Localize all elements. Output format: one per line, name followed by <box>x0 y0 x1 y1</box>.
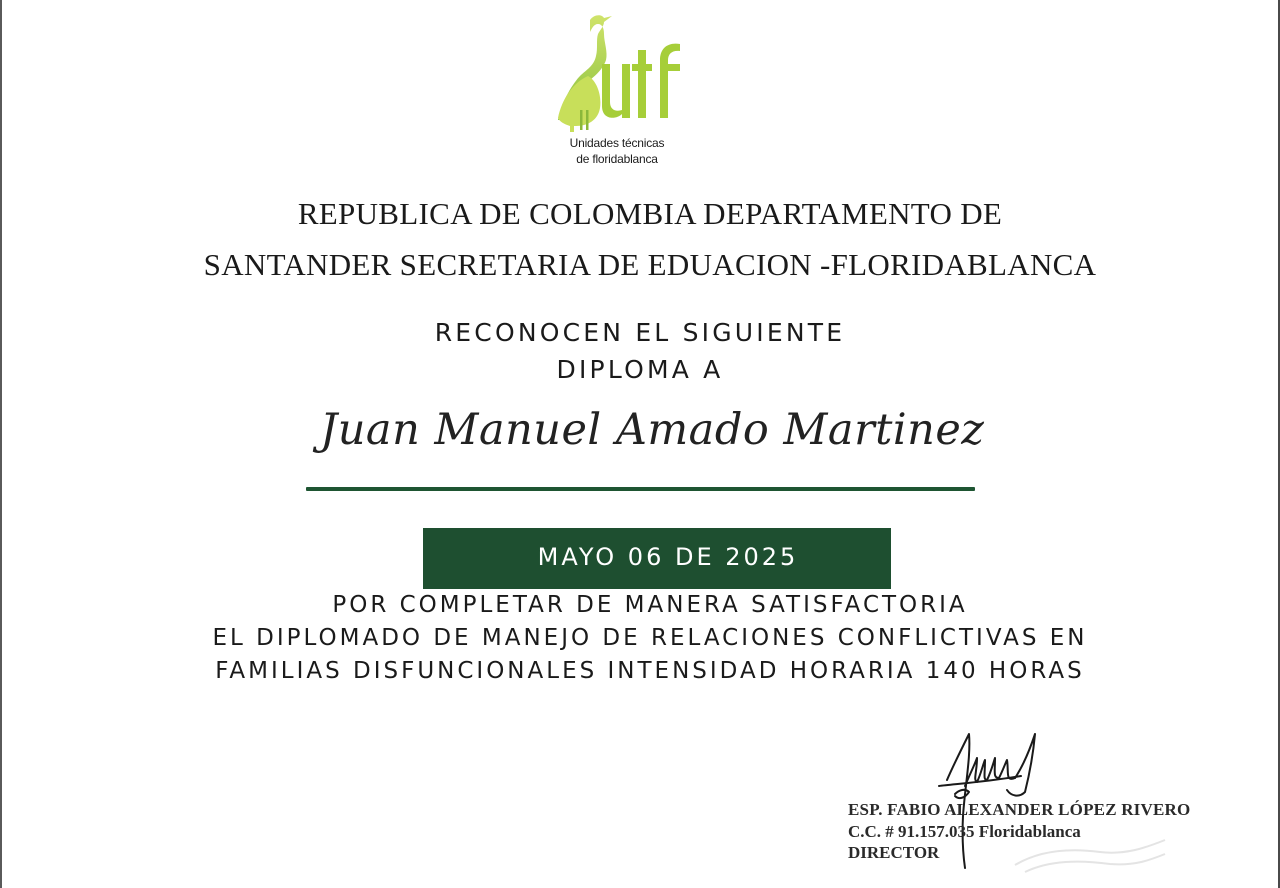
utf-logo <box>552 10 692 175</box>
reason-line-1: POR COMPLETAR DE MANERA SATISFACTORIA <box>332 592 968 618</box>
director-signature <box>925 716 1065 876</box>
recognition-line-2: DIPLOMA A <box>556 355 724 384</box>
authority-line-2: SANTANDER SECRETARIA DE EDUACION -FLORIDABLANCA <box>203 247 1097 282</box>
left-border <box>0 0 2 888</box>
logo-caption-line2: de floridablanca <box>576 152 658 166</box>
signatory-role: DIRECTOR <box>848 843 940 862</box>
reason-line-3: FAMILIAS DISFUNCIONALES INTENSIDAD HORARIA 140 HORAS <box>215 658 1085 684</box>
recognition-line-1: RECONOCEN EL SIGUIENTE <box>434 318 846 347</box>
reason-line-2: EL DIPLOMADO DE MANEJO DE RELACIONES CONFLICTIVAS EN <box>212 625 1088 651</box>
heron-logo-icon <box>552 10 692 135</box>
signatory-name: ESP. FABIO ALEXANDER LÓPEZ RIVERO <box>848 800 1191 819</box>
name-underline <box>306 487 975 491</box>
logo-caption <box>552 135 682 167</box>
award-date: MAYO 06 DE 2025 <box>537 543 799 571</box>
authority-line-1: REPUBLICA DE COLOMBIA DEPARTAMENTO DE <box>297 196 1003 231</box>
date-banner <box>423 528 891 589</box>
signatory-id: C.C. # 91.157.035 Floridablanca <box>848 822 1081 841</box>
logo-caption-line1: Unidades técnicas <box>569 136 665 150</box>
recipient-name: Juan Manuel Amado Martinez <box>320 405 985 455</box>
